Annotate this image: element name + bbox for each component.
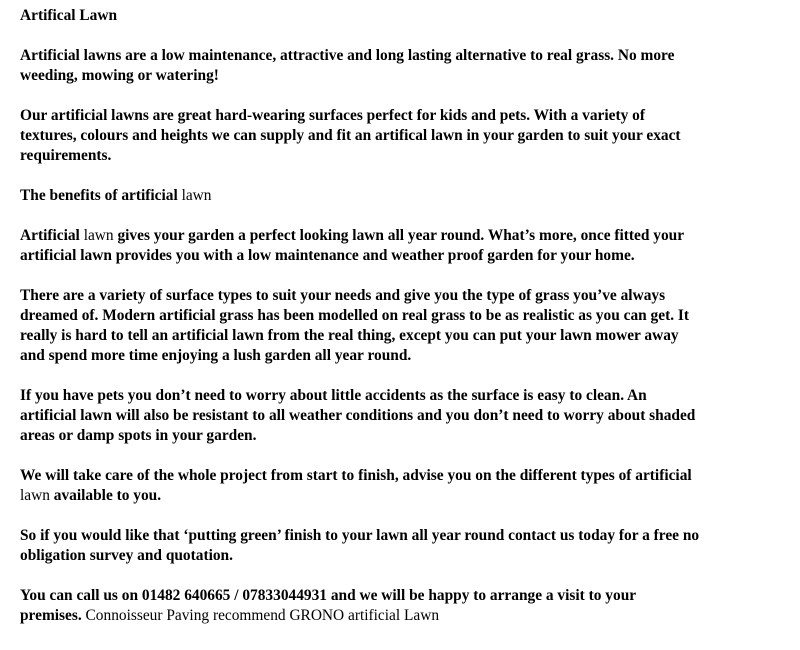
paragraph-project [20,466,790,506]
spacer [20,266,790,286]
paragraph-line [20,226,790,246]
paragraph-line: obligation survey and quotation. [20,547,233,564]
spacer [20,446,790,466]
paragraph-line [20,606,790,626]
spacer [20,26,790,46]
paragraph-phone [20,586,790,626]
paragraph-line: really is hard to tell an artificial lawn from the real thing, except you can put your lawn mower away [20,327,679,344]
text-span: Artificial [20,227,84,244]
paragraph-line: textures, colours and heights we can supply and fit an artifical lawn in your garden to suit your exact [20,127,681,144]
paragraph-line [20,486,790,506]
paragraph-line: and spend more time enjoying a lush garden all year round. [20,347,412,364]
paragraph-surface-types [20,286,790,366]
paragraph-line: Artificial lawns are a low maintenance, attractive and long lasting alternative to real grass. No more [20,47,675,64]
text-span-normal: lawn [20,487,50,504]
spacer [20,206,790,226]
paragraph-line: artificial lawn will also be resistant to all weather conditions and you don’t need to worry about shaded [20,407,696,424]
paragraph-line: There are a variety of surface types to suit your needs and give you the type of grass you’ve always [20,287,666,304]
paragraph-line: We will take care of the whole project from start to finish, advise you on the different types of artificial [20,467,692,484]
spacer [20,566,790,586]
heading-bold-text: The benefits of artificial [20,187,182,204]
paragraph-line: areas or damp spots in your garden. [20,427,257,444]
paragraph-line: Our artificial lawns are great hard-wearing surfaces perfect for kids and pets. With a variety of [20,107,645,124]
spacer [20,506,790,526]
document-page [20,6,790,626]
text-span-normal: lawn [83,227,114,244]
paragraph-pets [20,386,790,446]
paragraph-intro [20,46,790,86]
paragraph-line: If you have pets you don’t need to worry about little accidents as the surface is easy to clean. An [20,387,647,404]
spacer [20,166,790,186]
spacer [20,366,790,386]
paragraph-line: You can call us on 01482 640665 / 07833044931 and we will be happy to arrange a visit to your [20,587,637,604]
paragraph-line: dreamed of. Modern artificial grass has been modelled on real grass to be as realistic as you can get. It [20,307,690,324]
text-span: available to you. [49,487,162,504]
text-span-normal: Connoisseur Paving recommend GRONO artificial Lawn [85,607,440,624]
text-span: premises. [20,607,86,624]
paragraph-surfaces [20,106,790,166]
paragraph-contact-offer [20,526,790,566]
paragraph-line: requirements. [20,147,112,164]
paragraph-line: So if you would like that ‘putting green’ finish to your lawn all year round contact us today for a free no [20,527,700,544]
section-heading [20,186,790,206]
spacer [20,86,790,106]
text-span: gives your garden a perfect looking lawn all year round. What’s more, once fitted your [113,227,685,244]
paragraph-line: weeding, mowing or watering! [20,67,219,84]
page-title: Artifical Lawn [20,7,118,24]
paragraph-benefits [20,226,790,266]
heading-normal-text: lawn [181,187,212,204]
paragraph-line: artificial lawn provides you with a low maintenance and weather proof garden for your home. [20,247,635,264]
